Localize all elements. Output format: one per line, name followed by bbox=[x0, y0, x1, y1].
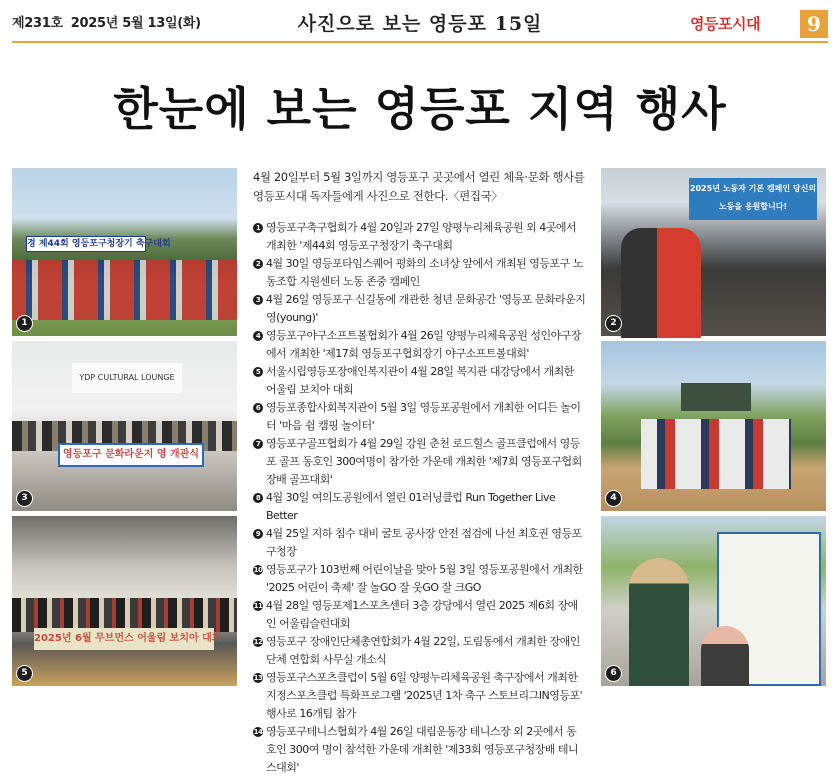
issue-date: 2025년 5월 13일(화) bbox=[70, 16, 201, 31]
photo-2-banner: 2025년 노동자 기본 캠페인 당신의 노동을 응원합니다! bbox=[689, 178, 817, 220]
caption-number: 10 bbox=[253, 566, 263, 574]
caption-number: 1 bbox=[253, 223, 263, 233]
photo-4-dugout bbox=[681, 383, 751, 411]
caption-text: 4월 30일 영등포타임스퀘어 평화의 소녀상 앞에서 개최된 영등포구 노동조합 지원센터 노동 존중 캠페인 bbox=[266, 257, 583, 288]
caption-item bbox=[253, 633, 586, 669]
caption-text: 4월 30일 여의도공원에서 열린 01러닝클럽 Run Together Live Better bbox=[266, 491, 556, 522]
caption-text: 영등포구가 103번째 어린이날을 맞아 5월 3일 영등포공원에서 개최한 '2025 어린이 축제' 잘 놀GO 잘 웃GO 잘 크GO bbox=[266, 563, 583, 594]
caption-item bbox=[253, 291, 586, 327]
caption-number: 8 bbox=[253, 493, 263, 503]
photo-5-people bbox=[12, 598, 237, 632]
photo-3-wall-sign: YDP CULTURAL LOUNGE bbox=[72, 363, 182, 393]
intro-paragraph: 4월 20일부터 5월 3일까지 영등포구 곳곳에서 열린 체육·문화 행사를 영등포시대 독자들에게 사진으로 전한다.〈편집국〉 bbox=[253, 170, 585, 203]
caption-number: 13 bbox=[253, 674, 263, 682]
caption-number: 12 bbox=[253, 638, 263, 646]
caption-text: 4월 28일 영등포제1스포츠센터 3층 강당에서 열린 2025 제6회 장애인 어울림슬런대회 bbox=[266, 599, 578, 630]
caption-number: 11 bbox=[253, 602, 263, 610]
header-divider bbox=[12, 41, 828, 43]
photo-5 bbox=[12, 516, 237, 686]
caption-item bbox=[253, 435, 586, 489]
section-title: 사진으로 보는 영등포 15일 bbox=[297, 13, 543, 35]
caption-text: 영등포구골프협회가 4월 29일 강원 춘천 로드힐스 골프클럽에서 영등포 골프 동호인 300여명이 참가한 가운데 개최한 '제7회 영등포구협회장배 골프대회' bbox=[266, 437, 582, 486]
caption-item bbox=[253, 219, 586, 255]
caption-item bbox=[253, 723, 586, 777]
caption-item bbox=[253, 669, 586, 723]
photo-6 bbox=[601, 516, 826, 686]
photo-2 bbox=[601, 168, 826, 336]
photo-5-banner: 2025년 6월 무브먼스 어울림 보치아 대회 bbox=[34, 628, 214, 650]
photo-4-people bbox=[641, 419, 791, 489]
issue-number: 제231호 bbox=[12, 16, 63, 31]
caption-item bbox=[253, 597, 586, 633]
caption-text: 영등포구야구소프트볼협회가 4월 26일 양평누리체육공원 성인야구장에서 개최한 '제17회 영등포구협회장기 야구소프트볼대회' bbox=[266, 329, 582, 360]
photo-4 bbox=[601, 341, 826, 511]
caption-item bbox=[253, 489, 586, 525]
photo-number: 3 bbox=[16, 490, 33, 507]
photo-1-people bbox=[12, 260, 237, 320]
newspaper-logo: 영등포시대 bbox=[690, 15, 760, 33]
photo-number: 2 bbox=[605, 315, 622, 332]
photo-2-person bbox=[621, 228, 701, 338]
caption-text: 영등포종합사회복지관이 5월 3일 영등포공원에서 개최한 어디든 놀이터 '마음 쉼 캠핑 놀이터' bbox=[266, 401, 581, 432]
caption-number: 7 bbox=[253, 439, 263, 449]
photo-6-person bbox=[629, 558, 689, 686]
photo-number: 6 bbox=[605, 665, 622, 682]
caption-item bbox=[253, 525, 586, 561]
caption-text: 서울시립영등포장애인복지관이 4월 28일 복지관 대강당에서 개최한 어울림 보치아 대회 bbox=[266, 365, 574, 396]
page-number: 9 bbox=[800, 10, 828, 38]
caption-number: 3 bbox=[253, 295, 263, 305]
caption-text: 영등포구 장애인단체총연합회가 4월 22일, 도림동에서 개최한 장애인단체 연합회 사무실 개소식 bbox=[266, 635, 580, 666]
photo-3-banner: 영등포구 문화라운지 영 개관식 bbox=[58, 443, 204, 467]
page-header bbox=[0, 0, 840, 44]
photo-number: 4 bbox=[605, 490, 622, 507]
caption-item bbox=[253, 363, 586, 399]
headline: 한눈에 보는 영등포 지역 행사 bbox=[113, 82, 727, 136]
caption-item bbox=[253, 255, 586, 291]
photo-1-banner: 경 제44회 영등포구청장기 축구대회 bbox=[26, 236, 146, 252]
caption-number: 9 bbox=[253, 529, 263, 539]
caption-number: 14 bbox=[253, 728, 263, 736]
photo-6-child bbox=[701, 626, 749, 686]
caption-item bbox=[253, 327, 586, 363]
photo-number: 5 bbox=[16, 665, 33, 682]
caption-text: 영등포구스포츠클럽이 5월 6일 양평누리체육공원 축구장에서 개최한 지정스포츠클럽 특화프로그램 '2025년 1차 축구 스토브리그IN영등포' 행사로 16개팀 참가 bbox=[266, 671, 583, 720]
caption-item bbox=[253, 399, 586, 435]
caption-number: 2 bbox=[253, 259, 263, 269]
photo-3 bbox=[12, 341, 237, 511]
photo-number: 1 bbox=[16, 315, 33, 332]
caption-text: 영등포구축구협회가 4월 20일과 27일 양평누리체육공원 외 4곳에서 개최한 '제44회 영등포구청장기 축구대회 bbox=[266, 221, 577, 252]
caption-number: 6 bbox=[253, 403, 263, 413]
caption-item bbox=[253, 561, 586, 597]
caption-list bbox=[253, 219, 586, 777]
caption-text: 영등포구테니스협회가 4월 26일 대림운동장 테니스장 외 2곳에서 동호인 300여 명이 참석한 가운데 개최한 '제33회 영등포구청장배 테니스대회' bbox=[266, 725, 579, 774]
caption-text: 4월 25일 지하 침수 대비 굴토 공사장 안전 점검에 나선 최호권 영등포구청장 bbox=[266, 527, 582, 558]
caption-number: 5 bbox=[253, 367, 263, 377]
caption-number: 4 bbox=[253, 331, 263, 341]
photo-1 bbox=[12, 168, 237, 336]
caption-text: 4월 26일 영등포구 신길동에 개관한 청년 문화공간 '영등포 문화라운지 영(young)' bbox=[266, 293, 586, 324]
